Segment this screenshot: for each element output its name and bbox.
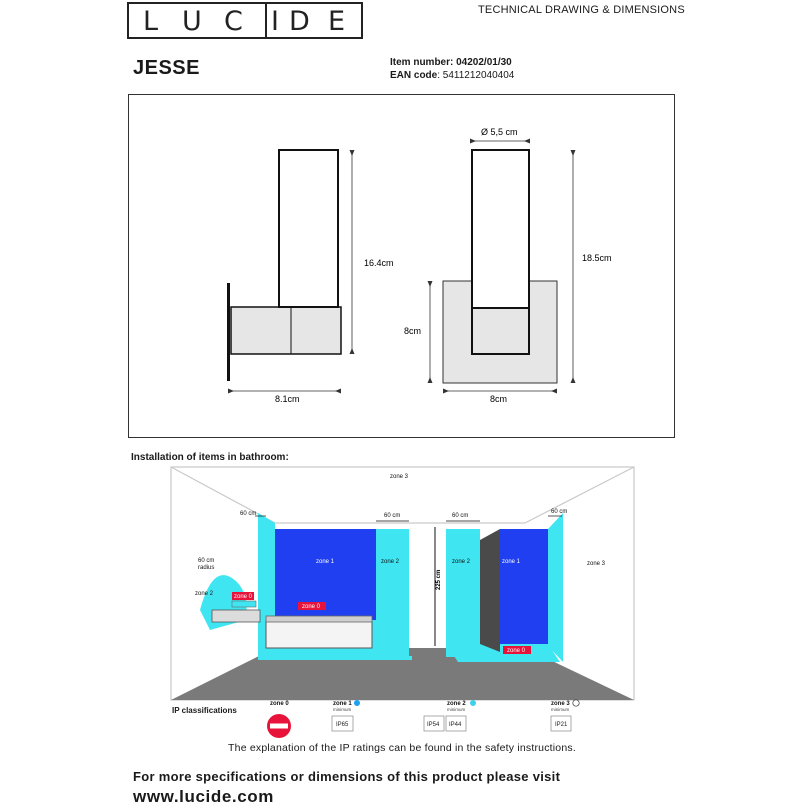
more-info-text: For more specifications or dimensions of this product please visit (133, 769, 561, 784)
logo-letter: I (271, 6, 279, 37)
zone-1-left-label: zone 1 (316, 559, 335, 565)
zone-3-color-dot (573, 700, 579, 706)
logo-letter: L (143, 6, 159, 37)
dist-60-a: 60 cm (240, 511, 257, 517)
zone-1-color-dot (354, 700, 360, 706)
product-name: JESSE (133, 57, 200, 79)
dist-60-b: 60 cm (384, 513, 401, 519)
ean-value: : 5411212040404 (437, 70, 515, 81)
zone-1-right-label: zone 1 (502, 559, 521, 565)
ip-zone-3-title: zone 3 (551, 701, 570, 707)
front-diameter-label: Ø 5,5 cm (481, 127, 518, 137)
zone-2-center-label: zone 2 (381, 559, 400, 565)
ip-zone-1-title: zone 1 (333, 701, 352, 707)
ip-zone-1-minimum: minimum (333, 707, 352, 712)
zone-0-bath-label: zone 0 (302, 604, 321, 610)
ip-explanation-note: The explanation of the IP ratings can be found in the safety instructions. (228, 742, 576, 754)
logo-letter: U (182, 6, 202, 37)
ip44-label: IP44 (449, 722, 462, 728)
plate-width-label: 8cm (490, 394, 508, 404)
ip-zone-0-title: zone 0 (270, 701, 289, 707)
side-depth-label: 8.1cm (275, 394, 300, 404)
radius-60-label: 60 cm (198, 558, 215, 564)
ip21-label: IP21 (555, 722, 568, 728)
dist-60-d: 60 cm (551, 509, 568, 515)
plate-height-label: 8cm (404, 326, 422, 336)
zone-2-left-label: zone 2 (195, 591, 214, 597)
zone-2-right-label: zone 2 (452, 559, 471, 565)
ip54-label: IP54 (427, 722, 440, 728)
ean-label: EAN code (390, 70, 438, 81)
ip-classifications-label: IP classifications (172, 706, 237, 715)
ip65-label: IP65 (336, 722, 349, 728)
website-link[interactable]: www.lucide.com (133, 787, 274, 806)
logo-letter: D (289, 6, 310, 37)
zone-0-basin-label: zone 0 (234, 594, 253, 600)
item-number-label: Item number: (390, 57, 454, 68)
ip-zone-2-title: zone 2 (447, 701, 466, 707)
dist-60-c: 60 cm (452, 513, 469, 519)
zone-0-shower-label: zone 0 (507, 648, 526, 654)
side-height-label: 16.4cm (364, 258, 394, 268)
logo-letter: C (224, 6, 243, 37)
zone-3-right-label: zone 3 (587, 561, 606, 567)
height-225-label: 225 cm (436, 569, 442, 590)
zone-3-top-label: zone 3 (390, 474, 409, 480)
no-entry-icon (267, 714, 291, 738)
ip-zone-3-minimum: minimum (551, 707, 570, 712)
bathroom-section-title: Installation of items in bathroom: (131, 452, 289, 463)
ip-zone-2-minimum: minimum (447, 707, 466, 712)
zone-2-color-dot (470, 700, 476, 706)
radius-word-label: radius (198, 565, 215, 571)
front-height-label: 18.5cm (582, 253, 612, 263)
document-title: TECHNICAL DRAWING & DIMENSIONS (478, 4, 685, 16)
item-number-value: 04202/01/30 (456, 57, 512, 68)
logo-letter: E (328, 6, 346, 37)
